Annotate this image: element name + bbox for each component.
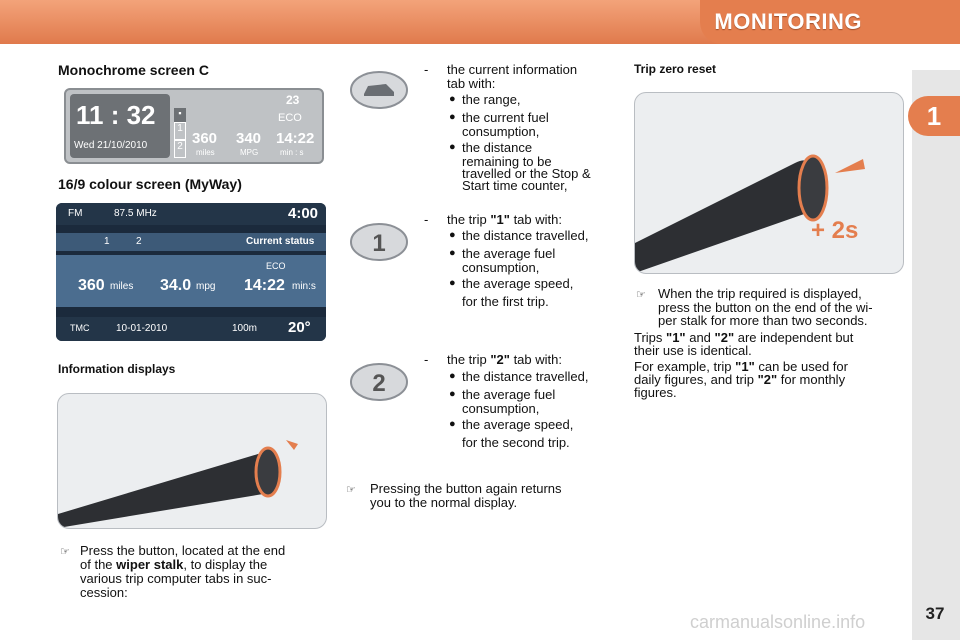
current-item-distance-cont2: travelled or the Stop & <box>462 166 591 181</box>
trip2-item-fuel: ● the average fuel <box>449 387 556 402</box>
trip2-line: the trip "2" tab with: <box>447 352 562 367</box>
mono-date: Wed 21/10/2010 <box>74 140 148 151</box>
current-intro-line1: the current information <box>447 62 578 77</box>
wiper-stalk-reset-icon <box>635 93 903 273</box>
colour-range: 360 <box>78 277 105 294</box>
pointer-icon-3: ☞ <box>636 289 646 301</box>
current-item-range: ● the range, <box>449 92 521 107</box>
press-bold-wiper: wiper stalk <box>116 557 184 572</box>
page-number: 37 <box>925 604 945 623</box>
colour-radio: FM <box>68 208 83 219</box>
mono-tab-2: 2 <box>174 140 186 158</box>
colour-current-status: Current status <box>246 236 315 247</box>
colour-clock: 4:00 <box>288 205 319 222</box>
colour-freq: 87.5 MHz <box>114 208 157 219</box>
wiper-stalk-icon <box>58 394 326 528</box>
mono-tabs <box>174 108 186 158</box>
trip-1-icon <box>350 222 408 262</box>
current-item-distance-cont1: remaining to be <box>462 154 552 169</box>
press-text-of: of the <box>80 557 113 572</box>
colour-screen <box>56 203 326 341</box>
colour-date: 10-01-2010 <box>116 323 168 334</box>
press-text-line1: Press the button, located at the end <box>80 543 286 558</box>
mono-stop-unit: min : s <box>280 148 304 157</box>
trip1-line: the trip "1" tab with: <box>447 212 562 227</box>
when-line3: per stalk for more than two seconds. <box>658 313 868 328</box>
mono-tab-car: ▪ <box>174 108 186 122</box>
example-line2: daily figures, and trip "2" for monthly <box>634 372 846 387</box>
trips-line2: their use is identical. <box>634 343 752 358</box>
info-heading: Information displays <box>58 362 176 376</box>
colour-distance: 100m <box>232 323 258 334</box>
colour-temp: 20° <box>288 319 311 336</box>
press-text-display: , to display the <box>183 557 268 572</box>
trip1-note: for the first trip. <box>462 294 549 309</box>
press-text-line3: various trip computer tabs in suc- <box>80 571 272 586</box>
mono-consumption-unit: MPG <box>240 148 259 157</box>
wiper-stalk-illustration-left <box>57 393 327 529</box>
current-item-distance-cont3: Start time counter, <box>462 178 568 193</box>
trip1-item-fuel: ● the average fuel <box>449 246 556 261</box>
mono-consumption: 340 <box>236 130 262 147</box>
trip1-item-fuel-cont: consumption, <box>462 260 540 275</box>
mono-eco: ECO <box>278 112 302 124</box>
current-intro-line2: tab with: <box>447 76 496 91</box>
colour-top-bar <box>56 203 326 225</box>
current-item-fuel-cont: consumption, <box>462 124 540 139</box>
example-line3: figures. <box>634 385 677 400</box>
press-text-line4: cession: <box>80 585 128 600</box>
car-tab-icon <box>350 70 408 110</box>
mono-time: 11 : 32 <box>76 100 156 130</box>
chapter-badge: 1 <box>908 96 960 136</box>
mono-temp: 23 <box>286 93 300 107</box>
trip2-item-distance: ● the distance travelled, <box>449 369 589 384</box>
trip1-item-speed: ● the average speed, <box>449 276 574 291</box>
color-heading: 16/9 colour screen (MyWay) <box>58 176 242 192</box>
colour-tab-1: 1 <box>104 236 110 247</box>
trip2-note: for the second trip. <box>462 435 570 450</box>
page-title: MONITORING <box>714 9 862 34</box>
sidebar-strip <box>912 70 960 640</box>
current-item-fuel: ● the current fuel <box>449 110 549 125</box>
colour-stop-unit: min:s <box>292 281 316 292</box>
current-item-distance: ● the distance <box>449 140 533 155</box>
reset-heading: Trip zero reset <box>634 62 717 76</box>
pointer-icon-2: ☞ <box>346 484 356 496</box>
wiper-stalk-illustration-right <box>634 92 904 274</box>
colour-tab-2: 2 <box>136 236 142 247</box>
pressing-line1: Pressing the button again returns <box>370 481 562 496</box>
mono-tab-1: 1 <box>174 122 186 140</box>
mono-heading: Monochrome screen C <box>58 62 209 78</box>
colour-bottom-bar <box>56 317 326 341</box>
when-line2: press the button on the end of the wi- <box>658 300 873 315</box>
trip2-item-speed: ● the average speed, <box>449 417 574 432</box>
svg-text:2: 2 <box>372 370 386 397</box>
colour-consumption-unit: mpg <box>196 281 216 292</box>
trip1-item-distance: ● the distance travelled, <box>449 228 589 243</box>
trips-line1: Trips "1" and "2" are independent but <box>634 330 854 345</box>
watermark: carmanualsonline.info <box>690 612 866 632</box>
colour-eco: ECO <box>266 261 286 271</box>
colour-range-unit: miles <box>110 281 134 292</box>
mono-range-unit: miles <box>196 148 215 157</box>
monochrome-screen <box>64 88 324 164</box>
colour-tmc: TMC <box>70 323 90 333</box>
mono-stop-time: 14:22 <box>276 130 315 147</box>
plus-two-seconds-label: + 2s <box>811 217 859 244</box>
trip2-item-fuel-cont: consumption, <box>462 401 540 416</box>
pressing-line2: you to the normal display. <box>370 495 518 510</box>
svg-text:1: 1 <box>372 230 386 257</box>
example-line1: For example, trip "1" can be used for <box>634 359 848 374</box>
mono-range: 360 <box>192 130 218 147</box>
press-text-line2 <box>80 557 267 572</box>
colour-consumption: 34.0 <box>160 277 192 294</box>
trip-2-icon <box>350 362 408 402</box>
when-line1: When the trip required is displayed, <box>658 286 862 301</box>
colour-stop-time: 14:22 <box>244 277 285 294</box>
pointer-icon: ☞ <box>60 546 70 558</box>
